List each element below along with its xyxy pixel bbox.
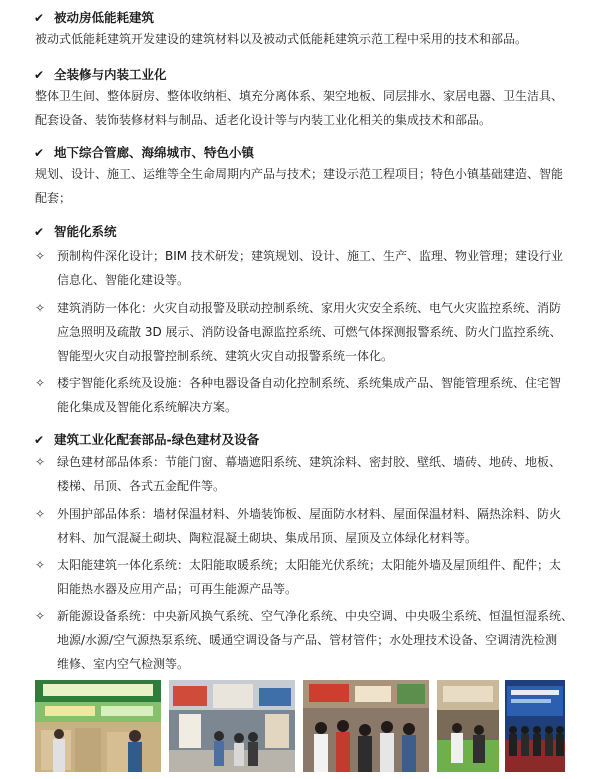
diamond-bullet-icon: ✧ — [35, 249, 46, 263]
photo-strip — [35, 680, 565, 772]
section-paragraph: 规划、设计、施工、运维等全生命周期内产品与技术；建设示范工程项目；特色小镇基础建造、智能 配套； — [35, 167, 564, 205]
diamond-bullet-icon: ✧ — [35, 609, 46, 623]
section-heading: ✔ 建筑工业化配套部品-绿色建材及设备 — [34, 432, 260, 447]
diamond-bullet-icon: ✧ — [35, 455, 46, 469]
photo-crowd-booth — [303, 680, 429, 772]
section-paragraph: 被动式低能耗建筑开发建设的建筑材料以及被动式低能耗建筑示范工程中采用的技术和部品。 — [35, 32, 528, 46]
photo-exhibition-aisle — [169, 680, 295, 772]
diamond-bullet-icon: ✧ — [35, 376, 46, 390]
photo-booth-carpet — [437, 680, 499, 772]
document-page: ✔ 被动房低能耗建筑 被动式低能耗建筑开发建设的建筑材料以及被动式低能耗建筑示范工程中采用的技术和部品。 ✔ 全装修与内装工业化 整体卫生间、整体厨房、整体收纳柜、填充分离体系、架空地板、同层排水、家居电器、卫生洁具、 配套设备、装饰装修材料与制品、适老化设计等与内装工业化相关的集成技术和部品。 ✔ 地下综合管廊、海绵城市、特色小镇 规划、设计、施工、运维等全生命周期内产品与技术；建设示范工程项目；特色小镇基础建造、智能 配套； ✔ 智能化系统 ✧ 预制构件深化设计；BIM 技术研发；建筑规划、设计、施工、生产、监理、物业管理；建设行业 信息化、智能化建设等。 ✧ 建筑消防一体化：火灾自动报警及联动控制系统、家用火灾安全系统、电气火灾监控系统、消防 应急照明及疏散 3D 展示、消防设备电源监控系统、可燃气体探测报警系统、防火门监控系统、 智能型火灾自动报警控制系统、建筑火灾自动报警系统一体化。 ✧ 楼宇智能化系统及设施：各种电器设备自动化控制系统、系统集成产品、智能管理系统、住宅智 能化集成及智能化系统解决方案。 ✔ 建筑工业化配套部品-绿色建材及设备 ✧ 绿色建材部品体系：节能门窗、幕墙遮阳系统、建筑涂料、密封胶、壁纸、墙砖、地砖、地板、 楼梯、吊顶、各式五金配件等。 ✧ 外围护部品体系：墙材保温材料、外墙装饰板、屋面防水材料、屋面保温材料、隔热涂料、防火 材料、加气混凝土砌块、陶粒混凝土砌块、集成吊顶、屋顶及立体绿化材料等。 ✧ 太阳能建筑一体化系统：太阳能取暖系统；太阳能光伏系统；太阳能外墙及屋顶组件、配件；太 阳能热水器及应用产品；可再生能源产品等。 ✧ 新能源设备系统：中央新风换气系统、空气净化系统、中央空调、中央吸尘系统、恒温恒湿系统、 地源/水源/空气源热泵系统、暖通空调设备与产品、管材管件；水处理技术设备、空调清洗检测 维修、室内空气检测等。 — [0, 0, 600, 779]
check-icon: ✔ — [34, 146, 45, 160]
photo-exhibition-hall-green — [35, 680, 161, 772]
check-icon: ✔ — [34, 433, 45, 447]
check-icon: ✔ — [34, 68, 45, 82]
section-heading: ✔ 全装修与内装工业化 — [34, 67, 167, 82]
section-heading: ✔ 地下综合管廊、海绵城市、特色小镇 — [34, 145, 255, 160]
section-paragraph: 整体卫生间、整体厨房、整体收纳柜、填充分离体系、架空地板、同层排水、家居电器、卫生洁具、 配套设备、装饰装修材料与制品、适老化设计等与内装工业化相关的集成技术和部品。 — [35, 89, 564, 127]
diamond-bullet-icon: ✧ — [35, 301, 46, 315]
check-icon: ✔ — [34, 11, 45, 25]
photo-conference-stage — [505, 680, 565, 772]
section-heading: ✔ 被动房低能耗建筑 — [34, 10, 155, 25]
check-icon: ✔ — [34, 225, 45, 239]
diamond-bullet-icon: ✧ — [35, 507, 46, 521]
section-heading: ✔ 智能化系统 — [34, 224, 117, 239]
diamond-bullet-icon: ✧ — [35, 558, 46, 572]
